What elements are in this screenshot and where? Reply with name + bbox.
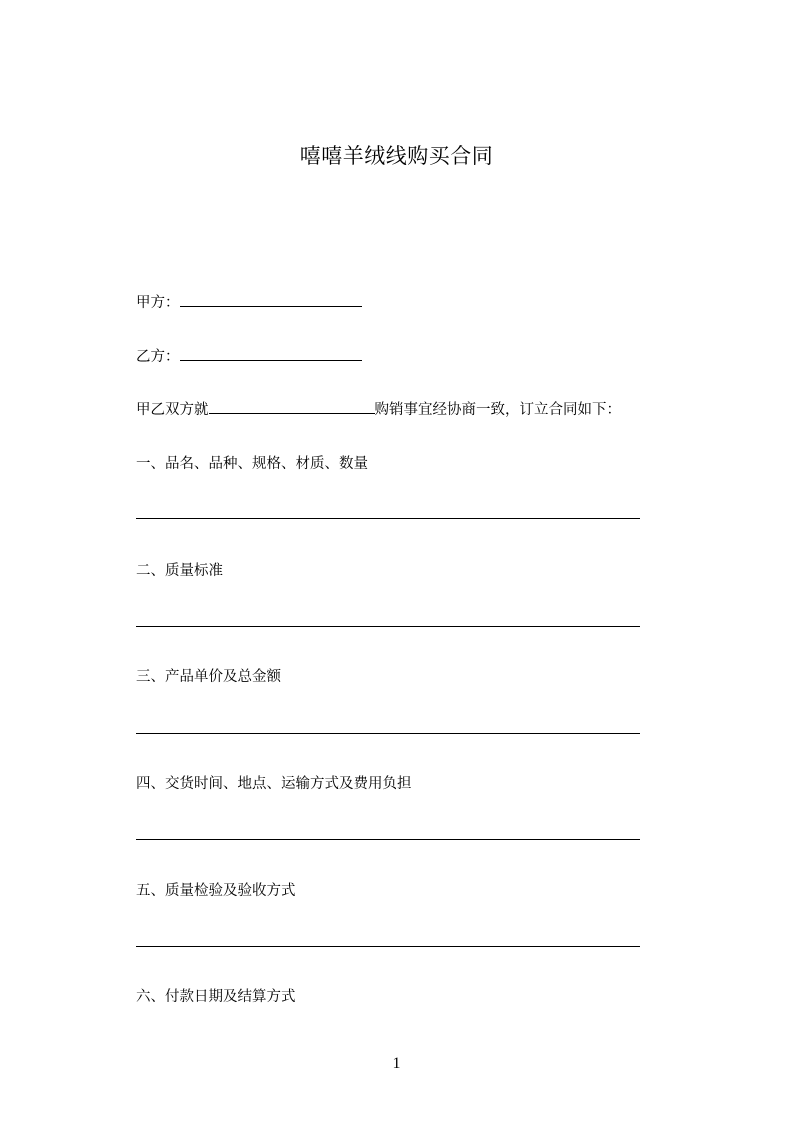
intro-line xyxy=(136,398,621,419)
party-a-label: 甲方： xyxy=(136,295,180,311)
section-heading-6: 六、付款日期及结算方式 xyxy=(136,989,296,1005)
product-blank[interactable] xyxy=(209,412,375,414)
page-title: 嘻嘻羊绒线购买合同 xyxy=(299,144,494,168)
intro-prefix: 甲乙双方就 xyxy=(136,402,209,418)
party-b-line xyxy=(136,345,362,366)
section-2-blank-line[interactable] xyxy=(136,626,640,627)
section-5-blank-line[interactable] xyxy=(136,946,640,947)
section-heading-2: 二、质量标准 xyxy=(136,563,223,579)
party-b-label: 乙方： xyxy=(136,349,180,365)
section-heading-4: 四、交货时间、地点、运输方式及费用负担 xyxy=(136,776,412,792)
party-b-blank[interactable] xyxy=(180,359,362,361)
section-heading-1: 一、品名、品种、规格、材质、数量 xyxy=(136,456,368,472)
section-heading-5: 五、质量检验及验收方式 xyxy=(136,883,296,899)
section-heading-3: 三、产品单价及总金额 xyxy=(136,669,281,685)
section-3-blank-line[interactable] xyxy=(136,733,640,734)
page-number: 1 xyxy=(392,1055,401,1072)
intro-suffix: 购销事宜经协商一致，订立合同如下： xyxy=(374,402,621,418)
party-a-line xyxy=(136,291,362,312)
section-1-blank-line[interactable] xyxy=(136,518,640,519)
party-a-blank[interactable] xyxy=(180,305,362,307)
section-4-blank-line[interactable] xyxy=(136,839,640,840)
